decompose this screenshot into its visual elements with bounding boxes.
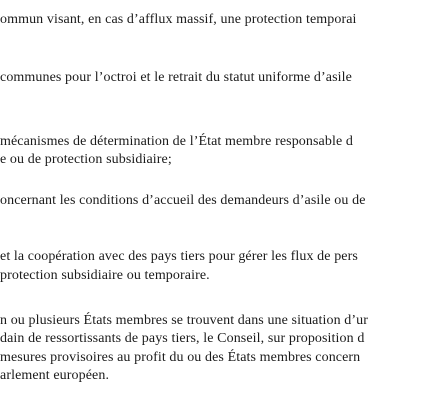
- text-line: n ou plusieurs États membres se trouvent dans une situation d’ur: [0, 313, 368, 328]
- text-line: e ou de protection subsidiaire;: [0, 152, 172, 167]
- text-line: mesures provisoires au profit du ou des États membres concern: [0, 350, 361, 365]
- text-line: protection subsidiaire ou temporaire.: [0, 268, 210, 283]
- text-line: oncernant les conditions d’accueil des demandeurs d’asile ou de: [0, 193, 366, 208]
- text-line: communes pour l’octroi et le retrait du statut uniforme d’asile: [0, 70, 352, 85]
- text-line: mécanismes de détermination de l’État membre responsable d: [0, 134, 353, 149]
- text-line: et la coopération avec des pays tiers pour gérer les flux de pers: [0, 249, 358, 264]
- text-line: dain de ressortissants de pays tiers, le Conseil, sur proposition d: [0, 331, 365, 346]
- text-line: ommun visant, en cas d’afflux massif, une protection temporai: [0, 12, 357, 27]
- text-line: arlement européen.: [0, 368, 110, 383]
